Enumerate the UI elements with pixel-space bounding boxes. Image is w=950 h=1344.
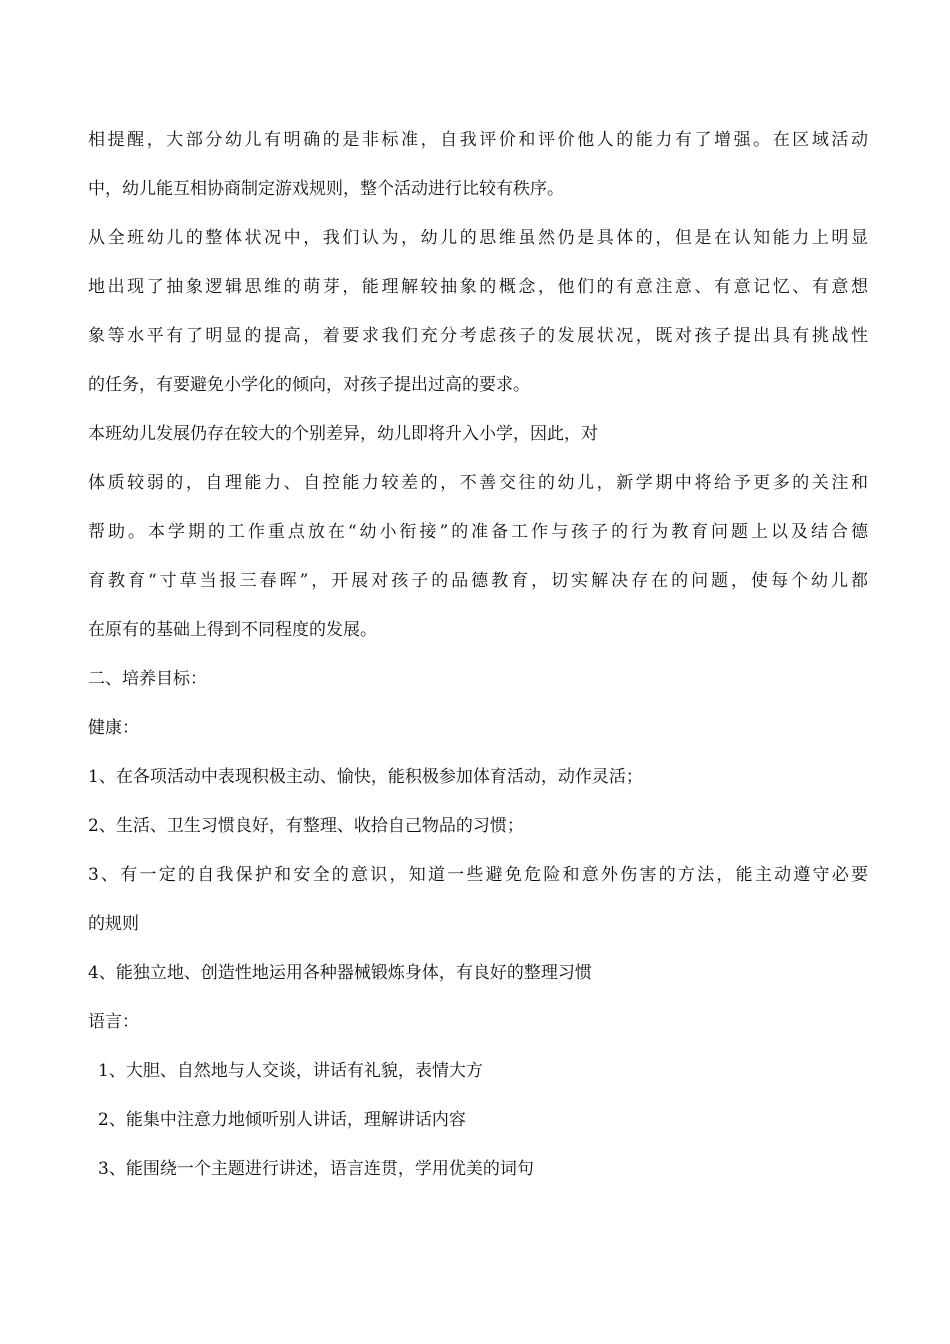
list-item: 1、大胆、自然地与人交谈，讲话有礼貌，表情大方 <box>98 1061 483 1081</box>
list-item: 3、有一定的自我保护和安全的意识，知道一些避免危险和意外伤害的方法，能主动遵守必要 <box>88 865 868 885</box>
paragraph-line: 本班幼儿发展仍存在较大的个别差异，幼儿即将升入小学，因此，对 <box>88 424 598 444</box>
paragraph-line: 育教育“寸草当报三春晖”，开展对孩子的品德教育，切实解决存在的问题，使每个幼儿都 <box>88 571 868 591</box>
list-item: 3、能围绕一个主题进行讲述，语言连贯，学用优美的词句 <box>98 1159 534 1179</box>
subsection-heading: 语言： <box>88 1012 139 1032</box>
list-item: 2、能集中注意力地倾听别人讲话，理解讲话内容 <box>98 1110 466 1130</box>
list-item: 4、能独立地、创造性地运用各种器械锻炼身体，有良好的整理习惯 <box>88 963 592 983</box>
list-item: 1、在各项活动中表现积极主动、愉快，能积极参加体育活动，动作灵活； <box>88 767 643 787</box>
section-heading: 二、培养目标： <box>88 669 207 689</box>
paragraph-line: 地出现了抽象逻辑思维的萌芽，能理解较抽象的概念，他们的有意注意、有意记忆、有意想 <box>88 277 868 297</box>
list-item: 2、生活、卫生习惯良好，有整理、收拾自己物品的习惯； <box>88 816 524 836</box>
subsection-heading: 健康： <box>88 718 139 738</box>
paragraph-line: 相提醒，大部分幼儿有明确的是非标准，自我评价和评价他人的能力有了增强。在区域活动 <box>88 130 868 150</box>
paragraph-line: 中，幼儿能互相协商制定游戏规则，整个活动进行比较有秩序。 <box>88 179 564 199</box>
paragraph-line: 的任务，有要避免小学化的倾向，对孩子提出过高的要求。 <box>88 375 530 395</box>
paragraph-line: 从全班幼儿的整体状况中，我们认为，幼儿的思维虽然仍是具体的，但是在认知能力上明显 <box>88 228 868 248</box>
paragraph-line: 体质较弱的，自理能力、自控能力较差的，不善交往的幼儿，新学期中将给予更多的关注和 <box>88 473 868 493</box>
paragraph-line: 象等水平有了明显的提高，着要求我们充分考虑孩子的发展状况，既对孩子提出具有挑战性 <box>88 326 868 346</box>
list-item-continuation: 的规则 <box>88 914 139 934</box>
paragraph-line: 帮助。本学期的工作重点放在“幼小衔接”的准备工作与孩子的行为教育问题上以及结合德 <box>88 522 868 542</box>
paragraph-line: 在原有的基础上得到不同程度的发展。 <box>88 620 377 640</box>
document-body <box>88 116 868 1194</box>
